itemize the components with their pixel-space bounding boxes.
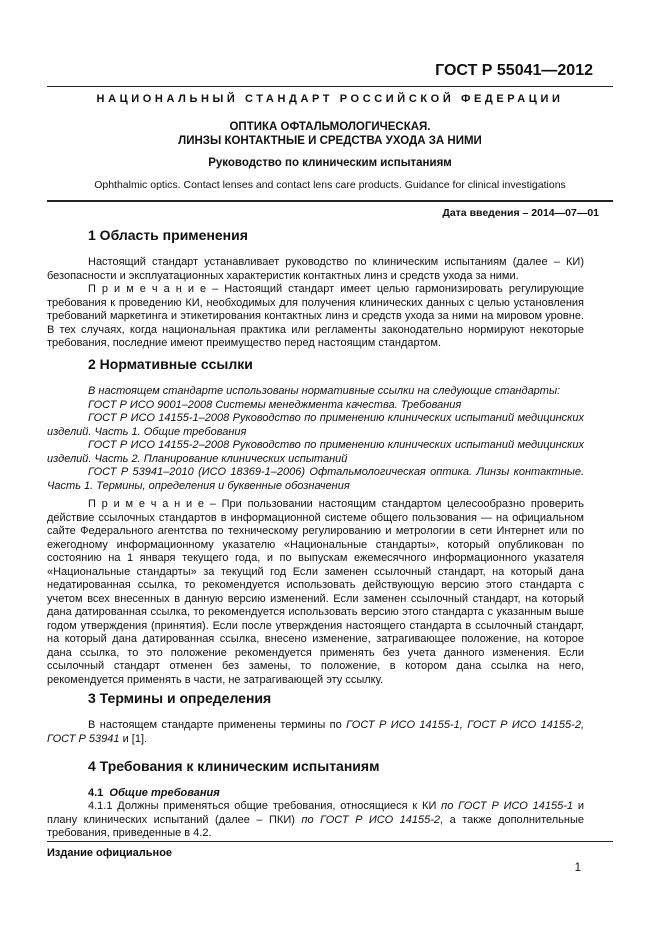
section-1-note bbox=[47, 283, 584, 351]
reference-item: ГОСТ Р ИСО 14155-1–2008 Руководство по применению клинических испытаний медицинских изделий. Часть 1. Общие требования bbox=[47, 412, 584, 438]
reference-item: ГОСТ Р ИСО 9001–2008 Системы менеджмента качества. Требования bbox=[88, 398, 462, 411]
page-number: 1 bbox=[574, 862, 581, 874]
subsection-4-1-heading: 4.1 Общие требования bbox=[88, 787, 220, 799]
title-line-1: ОПТИКА ОФТАЛЬМОЛОГИЧЕСКАЯ. bbox=[229, 121, 431, 133]
section-4-heading: 4 Требования к клиническим испытаниям bbox=[88, 758, 380, 774]
note-text: – При пользовании настоящим стандартом целесообразно проверить действие ссылочных стандартов в информационной системе общего пользования — на официальном сайте Федерального агентства по техническому регулированию и метрологии в сети Интернет или по ежегодному информационному указателю «Национальные стандарты», который опубликован по состоянию на 1 января текущего года, и по выпускам ежемесячного информационного указателя «Национальные стандарты» за текущий год Если заменен ссылочный стандарт, на который дана недатированная ссылка, то рекомендуется использовать действующую версию этого стандарта с учетом всех внесенных в данную версию изменений. Если заменен ссылочный стандарт, на который дана датированная ссылка, то рекомендуется использовать версию этого стандарта с указанным выше годом утверждения (принятия). Если после утверждения настоящего стандарта в ссылочный стандарт, на который дана датированная ссылка, внесено изменение, затрагивающее положение, на которое дана ссылка, то это положение рекомендуется применять без учета данного изменения. Если ссылочный стандарт отменен без замены, то положение, в котором дана ссылка на него, рекомендуется применять в части, не затрагивающей эту ссылку. bbox=[47, 498, 584, 686]
title-line-2: ЛИНЗЫ КОНТАКТНЫЕ И СРЕДСТВА УХОДА ЗА НИМИ bbox=[178, 135, 482, 147]
document-title bbox=[47, 120, 613, 148]
footer-rule bbox=[47, 841, 613, 842]
document-number: ГОСТ Р 55041—2012 bbox=[435, 62, 593, 79]
references-intro: В настоящем стандарте использованы нормативные ссылки на следующие стандарты: bbox=[88, 385, 561, 397]
national-standard-banner: НАЦИОНАЛЬНЫЙ СТАНДАРТ РОССИЙСКОЙ ФЕДЕРАЦИИ bbox=[96, 93, 564, 105]
english-title: Ophthalmic optics. Contact lenses and contact lens care products. Guidance for clinical investigations bbox=[94, 179, 566, 191]
section-1-paragraph bbox=[47, 256, 584, 283]
note-label: П р и м е ч а н и е bbox=[88, 498, 204, 510]
edition-label: Издание официальное bbox=[47, 847, 173, 859]
reference-item: ГОСТ Р ИСО 14155-2–2008 Руководство по применению клинических испытаний медицинских изделий. Часть 2. Планирование клинических испытаний bbox=[47, 439, 584, 465]
introduction-date: Дата введения – 2014—07—01 bbox=[442, 207, 599, 219]
note-label: П р и м е ч а н и е bbox=[88, 283, 207, 295]
document-subtitle: Руководство по клиническим испытаниям bbox=[208, 157, 452, 169]
note-text: – Настоящий стандарт имеет целью гармонизировать регулирующие требования к проведению КИ, необходимых для получения клинических данных с целью установления требований маркетинга и этикетирования контактных линз и средств ухода за ними на мировом уровне. В тех случаях, когда национальная практика или регламенты законодательно нормируют некоторые требования, последние имеют преимущество перед настоящим стандартом. bbox=[47, 283, 584, 349]
section-3-heading: 3 Термины и определения bbox=[88, 690, 272, 706]
section-4-1-1-paragraph: 4.1.1 Должны применяться общие требования, относящиеся к КИ по ГОСТ Р ИСО 14155-1 и плану клинических испытаний (далее – ПКИ) по ГОСТ Р ИСО 14155-2, а также дополнительные требования, приведенные в 4.2. bbox=[47, 800, 584, 839]
header-rule bbox=[47, 86, 613, 87]
section-2-references bbox=[47, 385, 584, 493]
section-3-paragraph: В настоящем стандарте применены термины по ГОСТ Р ИСО 14155-1, ГОСТ Р ИСО 14155-2, ГОСТ Р 53941 и [1]. bbox=[47, 719, 584, 745]
section-1-text: Настоящий стандарт устанавливает руководство по клиническим испытаниям (далее – КИ) безопасности и эксплуатационных характеристик контактных линз и средств ухода за ними. bbox=[47, 256, 584, 282]
reference-item: ГОСТ Р 53941–2010 (ИСО 18369-1–2006) Офтальмологическая оптика. Линзы контактные. Часть 1. Термины, определения и буквенные обозначения bbox=[47, 466, 584, 492]
section-2-heading: 2 Нормативные ссылки bbox=[88, 356, 253, 372]
title-rule bbox=[47, 200, 613, 202]
section-2-note bbox=[47, 498, 584, 687]
section-1-heading: 1 Область применения bbox=[88, 227, 248, 243]
